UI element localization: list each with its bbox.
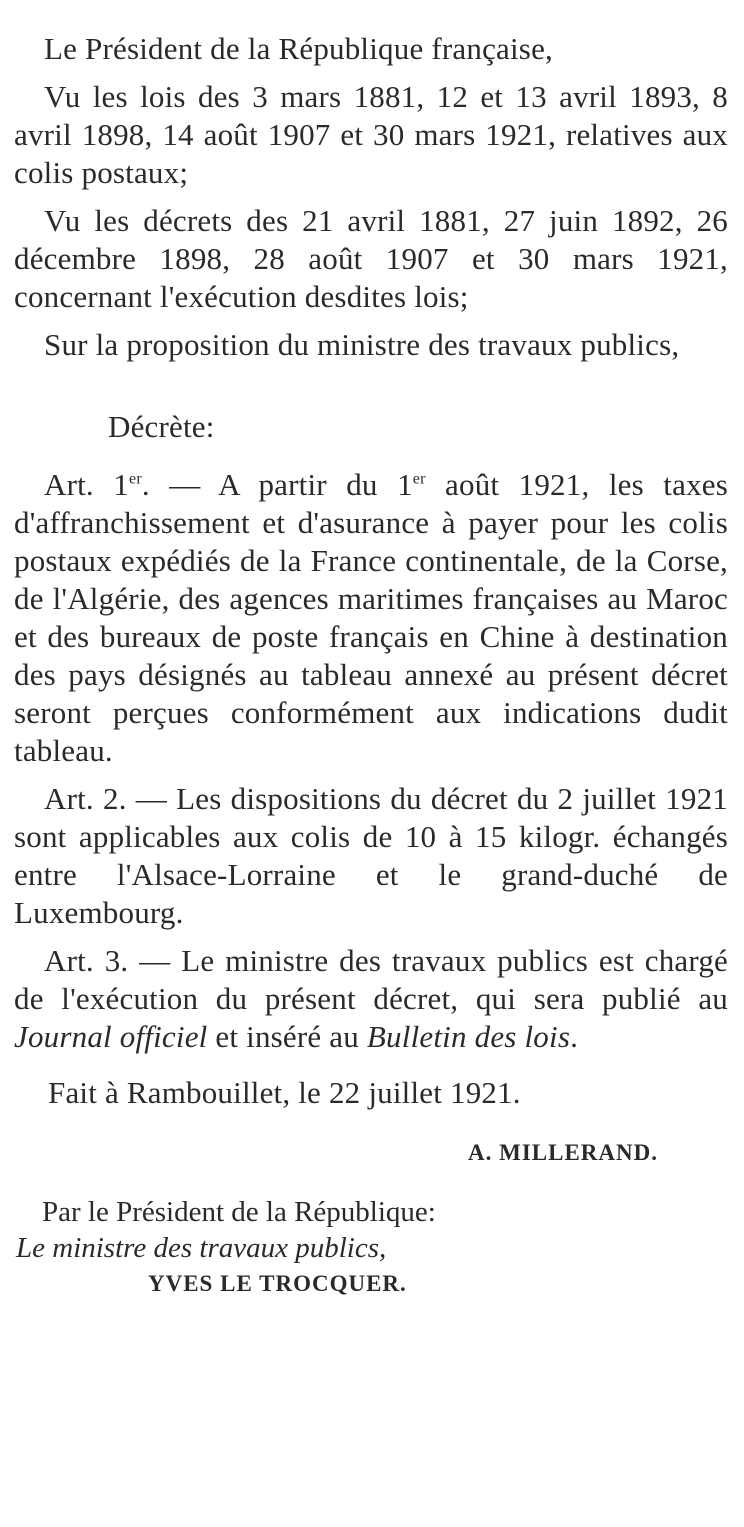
countersignature xyxy=(0,1194,744,1302)
article-1-label: Art. 1 xyxy=(44,467,130,502)
article-3 xyxy=(0,942,744,1056)
decrete-heading: Décrète: xyxy=(108,409,215,444)
article-1-prefix: . — A partir du 1 xyxy=(141,467,413,502)
heading: Le Président de la République française, xyxy=(44,31,553,66)
article-1-text: août 1921, les taxes d'affranchissement et d'asurance à payer pour les colis postaux expédiés de la France continentale, de la Corse, de l'Algérie, des agences maritimes françaises au Maroc et des bureaux de poste français en Chine à destination des pays désignés au tableau annexé au présent décret seront perçues conformément aux indications dudit tableau. xyxy=(14,467,728,768)
paragraph-vu-decrets: Vu les décrets des 21 avril 1881, 27 juin 1892, 26 décembre 1898, 28 août 1907 et 30 mars 1921, concernant l'exécution desdites lois; xyxy=(14,203,728,314)
ministre-name: YVES LE TROCQUER. xyxy=(148,1271,407,1296)
fait-line: Fait à Rambouillet, le 22 juillet 1921. xyxy=(48,1075,521,1110)
paragraph-proposition: Sur la proposition du ministre des travaux publics, xyxy=(44,327,680,362)
par-le-president: Par le Président de la République: xyxy=(42,1196,436,1228)
article-3-journal: Journal officiel xyxy=(14,1019,208,1054)
article-3-text-b: et inséré au xyxy=(207,1019,367,1054)
article-3-bulletin: Bulletin des lois xyxy=(366,1019,571,1054)
article-1-sup2: er xyxy=(412,470,426,488)
paragraph-vu-lois: Vu les lois des 3 mars 1881, 12 et 13 avril 1893, 8 avril 1898, 14 août 1907 et 30 mars 1921, relatives aux colis postaux; xyxy=(14,79,728,190)
article-3-text-c: . xyxy=(570,1019,579,1054)
ministre-title: Le ministre des travaux publics, xyxy=(16,1232,387,1264)
article-3-text-a: Art. 3. — Le ministre des travaux publics est chargé de l'exécution du présent décret, qui sera publié au xyxy=(14,943,728,1016)
article-2: Art. 2. — Les dispositions du décret du 2 juillet 1921 sont applicables aux colis de 10 à 15 kilogr. échangés entre l'Alsace-Lorraine et le grand-duché de Luxembourg. xyxy=(14,781,728,930)
signature: A. MILLERAND. xyxy=(468,1140,658,1165)
article-1-sup: er xyxy=(129,470,142,488)
article-1 xyxy=(0,466,744,770)
